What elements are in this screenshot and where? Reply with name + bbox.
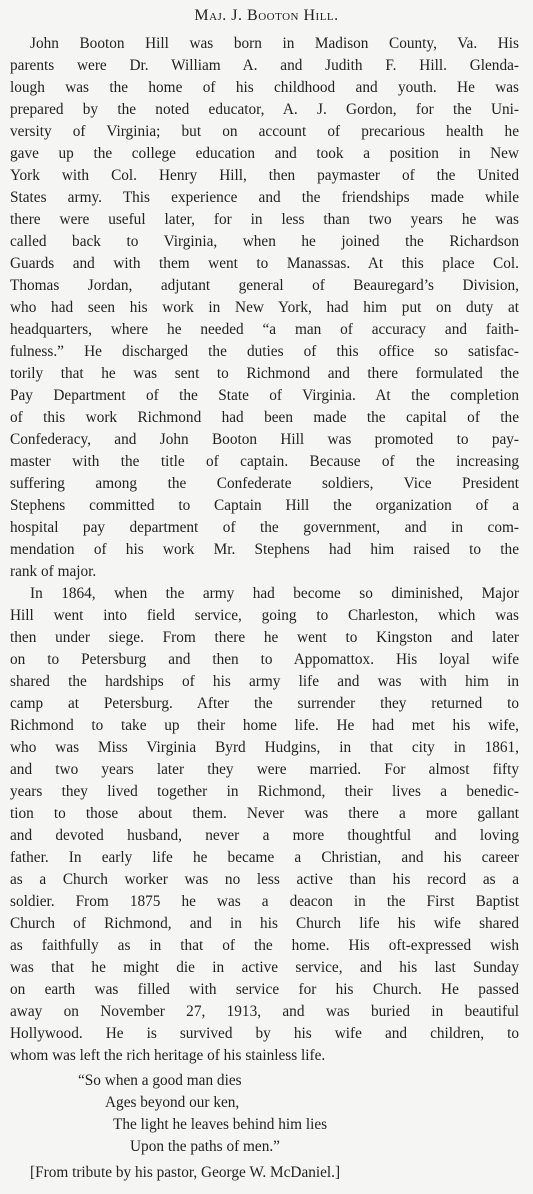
text-line: Thomas Jordan, adjutant general of Beauregard’s Division, [10,277,519,294]
text-line: Hollywood. He is survived by his wife and children, to [10,1025,519,1042]
text-line: master with the title of captain. Because of the increasing [10,453,519,470]
text-line: called back to Virginia, when he joined the Richardson [10,233,519,250]
text-line: Richmond to take up their home life. He had met his wife, [10,717,519,734]
poem-line: Ages beyond our ken, [105,1094,240,1111]
citation: [From tribute by his pastor, George W. McDaniel.] [30,1164,341,1181]
text-line: shared the hardships of his army life and was with him in [10,673,519,690]
page-title [0,6,533,26]
text-line: then under siege. From there he went to Kingston and later [10,629,519,646]
text-line: headquarters, where he needed “a man of accuracy and faith- [10,321,519,338]
text-line: was that he might die in active service, and his last Sunday [10,959,519,976]
text-line: Stephens committed to Captain Hill the organization of a [10,497,519,514]
text-line: away on November 27, 1913, and was buried in beautiful [10,1003,519,1020]
text-line: and two years later they were married. For almost fifty [10,761,519,778]
text-line: Hill went into field service, going to Charleston, which was [10,607,519,624]
text-line: John Booton Hill was born in Madison County, Va. His [30,35,519,52]
poem-line: Upon the paths of men.” [130,1138,280,1155]
text-line: States army. This experience and the friendships made while [10,189,519,206]
text-line: suffering among the Confederate soldiers, Vice President [10,475,519,492]
text-line: whom was left the rich heritage of his stainless life. [10,1047,326,1064]
text-line: of this work Richmond had been made the capital of the [10,409,519,426]
text-line: tion to those about them. Never was there a more gallant [10,805,519,822]
text-line: rank of major. [10,563,97,580]
text-line: versity of Virginia; but on account of precarious health he [10,123,519,140]
text-line: prepared by the noted educator, A. J. Gordon, for the Uni- [10,101,519,118]
text-line: hospital pay department of the government, and in com- [10,519,519,536]
text-line: who had seen his work in New York, had him put on duty at [10,299,519,316]
poem-line: “So when a good man dies [78,1072,242,1089]
text-line: camp at Petersburg. After the surrender they returned to [10,695,519,712]
text-line: who was Miss Virginia Byrd Hudgins, in that city in 1861, [10,739,519,756]
text-line: there were useful later, for in less than two years he was [10,211,519,228]
text-line: fulness.” He discharged the duties of this office so satisfac- [10,343,519,360]
text-line: Pay Department of the State of Virginia. At the completion [10,387,519,404]
text-line: lough was the home of his childhood and youth. He was [10,79,519,96]
poem-line: The light he leaves behind him lies [113,1116,328,1133]
text-line: as faithfully as in that of the home. His oft-expressed wish [10,937,519,954]
text-line: Church of Richmond, and in his Church life his wife shared [10,915,519,932]
text-line: soldier. From 1875 he was a deacon in the First Baptist [10,893,519,910]
text-line: father. In early life he became a Christian, and his career [10,849,519,866]
text-line: years they lived together in Richmond, their lives a benedic- [10,783,519,800]
text-line: York with Col. Henry Hill, then paymaster of the United [10,167,519,184]
text-line: and devoted husband, never a more thoughtful and loving [10,827,519,844]
text-line: Confederacy, and John Booton Hill was promoted to pay- [10,431,519,448]
text-line: In 1864, when the army had become so diminished, Major [30,585,519,602]
text-line: parents were Dr. William A. and Judith F. Hill. Glenda- [10,57,519,74]
text-line: Guards and with them went to Manassas. At this place Col. [10,255,519,272]
text-line: as a Church worker was no less active than his record as a [10,871,519,888]
text-line: on earth was filled with service for his Church. He passed [10,981,519,998]
text-line: mendation of his work Mr. Stephens had him raised to the [10,541,519,558]
text-line: torily that he was sent to Richmond and there formulated the [10,365,519,382]
title-text: Maj. J. Booton Hill. [194,7,339,24]
text-line: on to Petersburg and then to Appomattox. His loyal wife [10,651,519,668]
text-line: gave up the college education and took a position in New [10,145,519,162]
